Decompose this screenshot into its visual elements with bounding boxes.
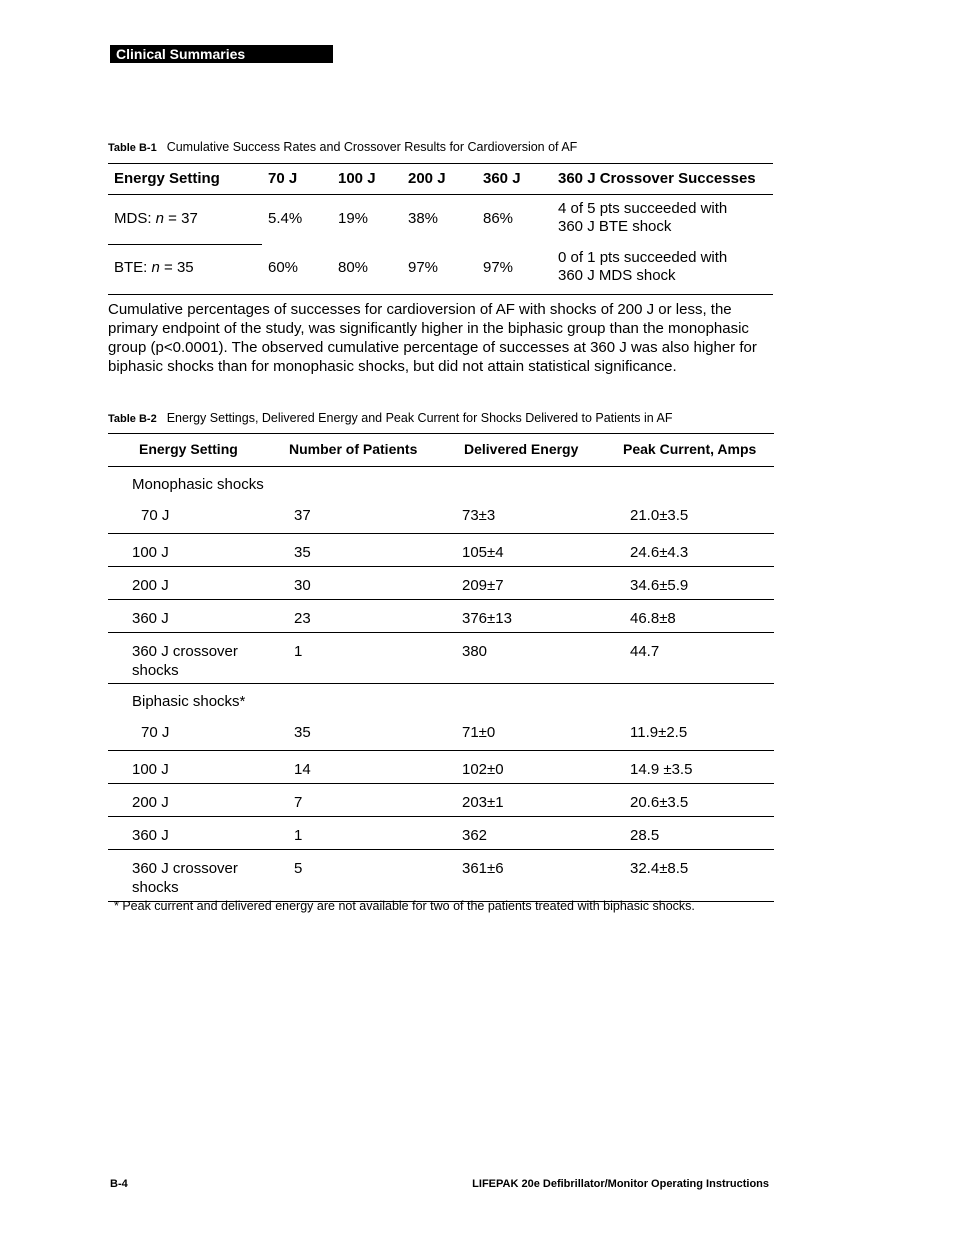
table-cell: 100 J xyxy=(132,544,169,561)
table2-title: Energy Settings, Delivered Energy and Peak Current for Shocks Delivered to Patients in AF xyxy=(166,411,673,425)
table-cell: 1 xyxy=(294,827,303,844)
energy-setting-cell: BTE: n = 35 xyxy=(114,259,194,276)
table-cell: 361±6 xyxy=(462,860,504,877)
table-cell: 100 J xyxy=(132,761,169,778)
col-header: Delivered Energy xyxy=(464,441,579,457)
table-row xyxy=(108,633,774,684)
table-cell: 80% xyxy=(338,259,369,276)
table-cell: 35 xyxy=(294,544,311,561)
table-cell: 38% xyxy=(408,210,439,227)
table-cell: 5.4% xyxy=(268,210,303,227)
table-cell: 60% xyxy=(268,259,299,276)
table-cell: 19% xyxy=(338,210,369,227)
table-cell: 97% xyxy=(408,259,439,276)
table-cell: 73±3 xyxy=(462,507,496,524)
table-row xyxy=(108,244,773,295)
table-row xyxy=(108,534,774,567)
table-cell: 376±13 xyxy=(462,610,512,627)
table-cell: 200 J xyxy=(132,577,169,594)
table-cell: 37 xyxy=(294,507,311,524)
table2-caption xyxy=(108,411,673,425)
table1-tag: Table B-1 xyxy=(108,142,157,154)
table-cell: 360 J crossover shocks xyxy=(132,860,238,896)
col-header: 200 J xyxy=(408,170,446,187)
crossover-cell: 0 of 1 pts succeeded with 360 J MDS shock xyxy=(558,249,728,284)
group-label: Biphasic shocks* xyxy=(132,693,246,710)
table-cell: 105±4 xyxy=(462,544,504,561)
group-label-row xyxy=(108,467,774,500)
table-cell: 203±1 xyxy=(462,794,504,811)
table-row xyxy=(108,500,774,534)
table1-header xyxy=(108,163,773,195)
section-header: Clinical Summaries xyxy=(110,45,333,63)
col-header: 360 J xyxy=(483,170,521,187)
col-header: 360 J Crossover Successes xyxy=(558,170,756,187)
table-cell: 21.0±3.5 xyxy=(630,507,689,524)
table-cell: 32.4±8.5 xyxy=(630,860,689,877)
col-header: Number of Patients xyxy=(289,441,418,457)
table-cell: 380 xyxy=(462,643,488,660)
table-cell: 200 J xyxy=(132,794,169,811)
table-cell: 34.6±5.9 xyxy=(630,577,689,594)
col-header: Peak Current, Amps xyxy=(623,441,757,457)
table-row xyxy=(108,567,774,600)
table-cell: 23 xyxy=(294,610,311,627)
table-cell: 209±7 xyxy=(462,577,504,594)
table2-header xyxy=(108,433,774,467)
table-cell: 35 xyxy=(294,724,311,741)
table-cell: 5 xyxy=(294,860,303,877)
table-cell: 362 xyxy=(462,827,488,844)
table-cell: 28.5 xyxy=(630,827,660,844)
table-cell: 14 xyxy=(294,761,311,778)
table-cell: 30 xyxy=(294,577,311,594)
table-row xyxy=(108,850,774,902)
energy-setting-cell: MDS: n = 37 xyxy=(114,210,198,227)
table-cell: 14.9 ±3.5 xyxy=(630,761,693,778)
table-cell: 70 J xyxy=(141,507,170,524)
body-paragraph: Cumulative percentages of successes for cardioversion of AF with shocks of 200 J or less, the primary endpoint of the study, was significantly higher in the biphasic group than the monophasic group (p<0.0001). The observed cumulative percentage of successes at 360 J was also higher for biphasic shocks than for monophasic shocks, but did not attain statistical significance. xyxy=(108,301,757,375)
col-header: 70 J xyxy=(268,170,298,187)
table-row xyxy=(108,195,773,244)
table-cell: 24.6±4.3 xyxy=(630,544,689,561)
table-cell: 46.8±8 xyxy=(630,610,676,627)
table-cell: 70 J xyxy=(141,724,170,741)
table-cell: 102±0 xyxy=(462,761,504,778)
table2-footnote: * Peak current and delivered energy are not available for two of the patients treated with biphasic shocks. xyxy=(114,899,695,913)
table-row xyxy=(108,717,774,751)
group-label-row xyxy=(108,684,774,717)
table2 xyxy=(108,433,774,902)
table1-title: Cumulative Success Rates and Crossover Results for Cardioversion of AF xyxy=(166,140,578,154)
table-row xyxy=(108,817,774,850)
crossover-cell: 4 of 5 pts succeeded with 360 J BTE shock xyxy=(558,200,728,235)
group-label: Monophasic shocks xyxy=(132,476,264,493)
col-header: 100 J xyxy=(338,170,376,187)
table2-tag: Table B-2 xyxy=(108,413,157,425)
page-number: B-4 xyxy=(110,1178,128,1190)
table1-caption xyxy=(108,140,577,154)
table-row xyxy=(108,784,774,817)
table-cell: 71±0 xyxy=(462,724,496,741)
document-title: LIFEPAK 20e Defibrillator/Monitor Operating Instructions xyxy=(472,1178,769,1190)
table-cell: 360 J crossover shocks xyxy=(132,643,238,679)
col-header: Energy Setting xyxy=(139,441,238,457)
table-cell: 20.6±3.5 xyxy=(630,794,689,811)
table-row xyxy=(108,751,774,784)
table-cell: 1 xyxy=(294,643,303,660)
table-cell: 7 xyxy=(294,794,303,811)
table-cell: 86% xyxy=(483,210,514,227)
table-cell: 44.7 xyxy=(630,643,660,660)
table1 xyxy=(108,163,773,295)
table-cell: 11.9±2.5 xyxy=(630,724,688,741)
table-row xyxy=(108,600,774,633)
table-cell: 360 J xyxy=(132,610,169,627)
col-header: Energy Setting xyxy=(114,170,220,187)
table-cell: 97% xyxy=(483,259,514,276)
table-cell: 360 J xyxy=(132,827,169,844)
